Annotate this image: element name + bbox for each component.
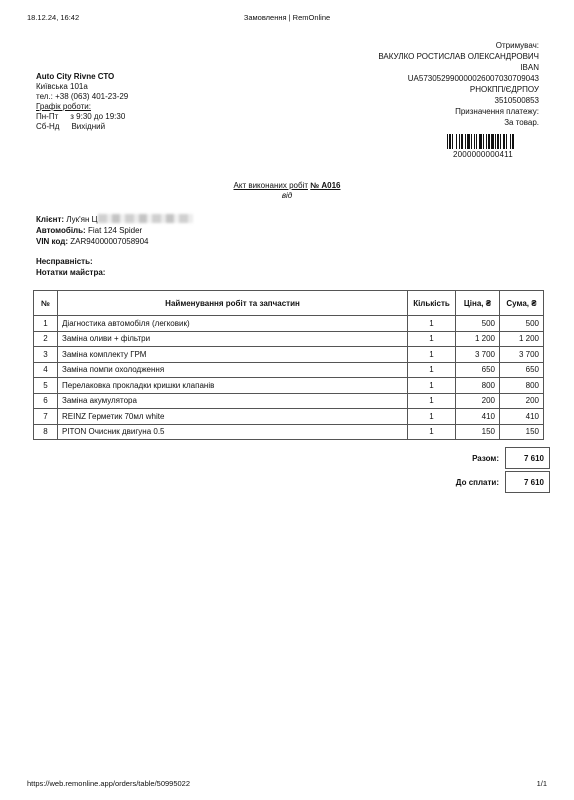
table-row xyxy=(34,362,544,378)
subtotal-value: 7 610 xyxy=(506,448,550,469)
company-address: Київська 101а xyxy=(36,82,88,91)
item-price: 800 xyxy=(456,378,500,394)
item-price: 3 700 xyxy=(456,347,500,363)
company-name: Auto City Rivne СТО xyxy=(36,72,115,81)
document-number: № A016 xyxy=(310,181,341,190)
item-quantity: 1 xyxy=(408,347,456,363)
recipient-label: Отримувач: xyxy=(495,41,539,50)
header-price: Ціна, ₴ xyxy=(456,291,500,316)
recipient-block xyxy=(378,40,539,128)
document-subtitle: від xyxy=(281,191,293,200)
schedule-title: Графік роботи: xyxy=(36,102,91,111)
document-title-text: Акт виконаних робіт xyxy=(233,181,308,190)
master-notes-label: Нотатки майстра: xyxy=(36,268,106,277)
amount-due-row xyxy=(448,471,550,493)
schedule-weekend xyxy=(36,122,128,132)
footer-page-number: 1/1 xyxy=(536,779,547,788)
notes-block xyxy=(36,256,105,278)
iban-label: IBAN xyxy=(520,63,539,72)
row-number: 8 xyxy=(34,424,58,440)
item-name: Заміна акумулятора xyxy=(58,393,408,409)
purpose-value: За товар. xyxy=(504,118,539,127)
item-sum: 500 xyxy=(500,316,544,332)
row-number: 4 xyxy=(34,362,58,378)
car-value: Fiat 124 Spider xyxy=(87,226,143,235)
item-quantity: 1 xyxy=(408,409,456,425)
print-title: Замовлення | RemOnline xyxy=(243,13,331,22)
table-row xyxy=(34,378,544,394)
document-title xyxy=(0,181,574,201)
item-quantity: 1 xyxy=(408,393,456,409)
barcode xyxy=(447,134,540,149)
amount-due-label: До сплати: xyxy=(455,477,499,487)
iban-value: UA573052990000026007030709043 xyxy=(407,74,539,83)
header-sum: Сума, ₴ xyxy=(500,291,544,316)
items-table xyxy=(33,290,544,440)
item-sum: 800 xyxy=(500,378,544,394)
header-quantity: Кількість xyxy=(408,291,456,316)
item-name: Заміна комплекту ГРМ xyxy=(58,347,408,363)
print-header xyxy=(0,13,574,25)
item-price: 410 xyxy=(456,409,500,425)
barcode-number: 2000000000411 xyxy=(453,150,513,159)
vin-row xyxy=(36,236,193,247)
item-price: 650 xyxy=(456,362,500,378)
car-row xyxy=(36,225,193,236)
tax-label: РНОКПП/ЄДРПОУ xyxy=(469,85,539,94)
weekdays-label: Пн-Пт xyxy=(36,112,59,121)
car-label: Автомобіль: xyxy=(36,226,86,235)
client-row xyxy=(36,214,193,225)
item-sum: 3 700 xyxy=(500,347,544,363)
subtotal-row xyxy=(448,447,550,469)
row-number: 1 xyxy=(34,316,58,332)
weekend-label: Сб-Нд xyxy=(36,122,60,131)
item-name: Перелаковка прокладки кришки клапанів xyxy=(58,378,408,394)
company-block xyxy=(36,72,128,132)
company-phone: тел.: +38 (063) 401-23-29 xyxy=(36,92,129,101)
schedule-weekdays xyxy=(36,112,128,122)
item-quantity: 1 xyxy=(408,331,456,347)
header-name: Найменування робіт та запчастин xyxy=(58,291,408,316)
vin-value: ZAR94000007058904 xyxy=(70,237,149,246)
item-sum: 150 xyxy=(500,424,544,440)
item-sum: 410 xyxy=(500,409,544,425)
client-block xyxy=(36,214,193,247)
row-number: 6 xyxy=(34,393,58,409)
item-quantity: 1 xyxy=(408,424,456,440)
weekend-hours: Вихідний xyxy=(71,122,106,131)
row-number: 5 xyxy=(34,378,58,394)
item-sum: 1 200 xyxy=(500,331,544,347)
table-row xyxy=(34,331,544,347)
item-name: PITON Очисник двигуна 0.5 xyxy=(58,424,408,440)
item-name: Заміна помпи охолодження xyxy=(58,362,408,378)
table-row xyxy=(34,393,544,409)
tax-id: 3510500853 xyxy=(494,96,539,105)
client-name: Лук'ян Ц xyxy=(66,215,98,224)
row-number: 7 xyxy=(34,409,58,425)
item-price: 1 200 xyxy=(456,331,500,347)
row-number: 3 xyxy=(34,347,58,363)
item-name: Заміна оливи + фільтри xyxy=(58,331,408,347)
weekdays-hours: з 9:30 до 19:30 xyxy=(70,112,126,121)
item-quantity: 1 xyxy=(408,316,456,332)
item-price: 500 xyxy=(456,316,500,332)
table-row xyxy=(34,316,544,332)
item-price: 200 xyxy=(456,393,500,409)
row-number: 2 xyxy=(34,331,58,347)
redacted-name xyxy=(98,214,193,223)
table-header-row xyxy=(34,291,544,316)
vin-label: VIN код: xyxy=(36,237,68,246)
client-label: Клієнт: xyxy=(36,215,65,224)
print-date: 18.12.24, 16:42 xyxy=(27,13,80,22)
item-name: Діагностика автомобіля (легковик) xyxy=(58,316,408,332)
item-sum: 650 xyxy=(500,362,544,378)
recipient-name: ВАКУЛКО РОСТИСЛАВ ОЛЕКСАНДРОВИЧ xyxy=(378,52,539,61)
footer-url: https://web.remonline.app/orders/table/50995022 xyxy=(27,779,191,788)
item-quantity: 1 xyxy=(408,362,456,378)
item-name: REINZ Герметик 70мл white xyxy=(58,409,408,425)
item-sum: 200 xyxy=(500,393,544,409)
fault-label: Несправність: xyxy=(36,257,93,266)
item-price: 150 xyxy=(456,424,500,440)
amount-due-value: 7 610 xyxy=(506,472,550,493)
subtotal-label: Разом: xyxy=(472,453,499,463)
purpose-label: Призначення платежу: xyxy=(455,107,539,116)
table-row xyxy=(34,409,544,425)
table-row xyxy=(34,424,544,440)
table-row xyxy=(34,347,544,363)
item-quantity: 1 xyxy=(408,378,456,394)
header-number: № xyxy=(34,291,58,316)
